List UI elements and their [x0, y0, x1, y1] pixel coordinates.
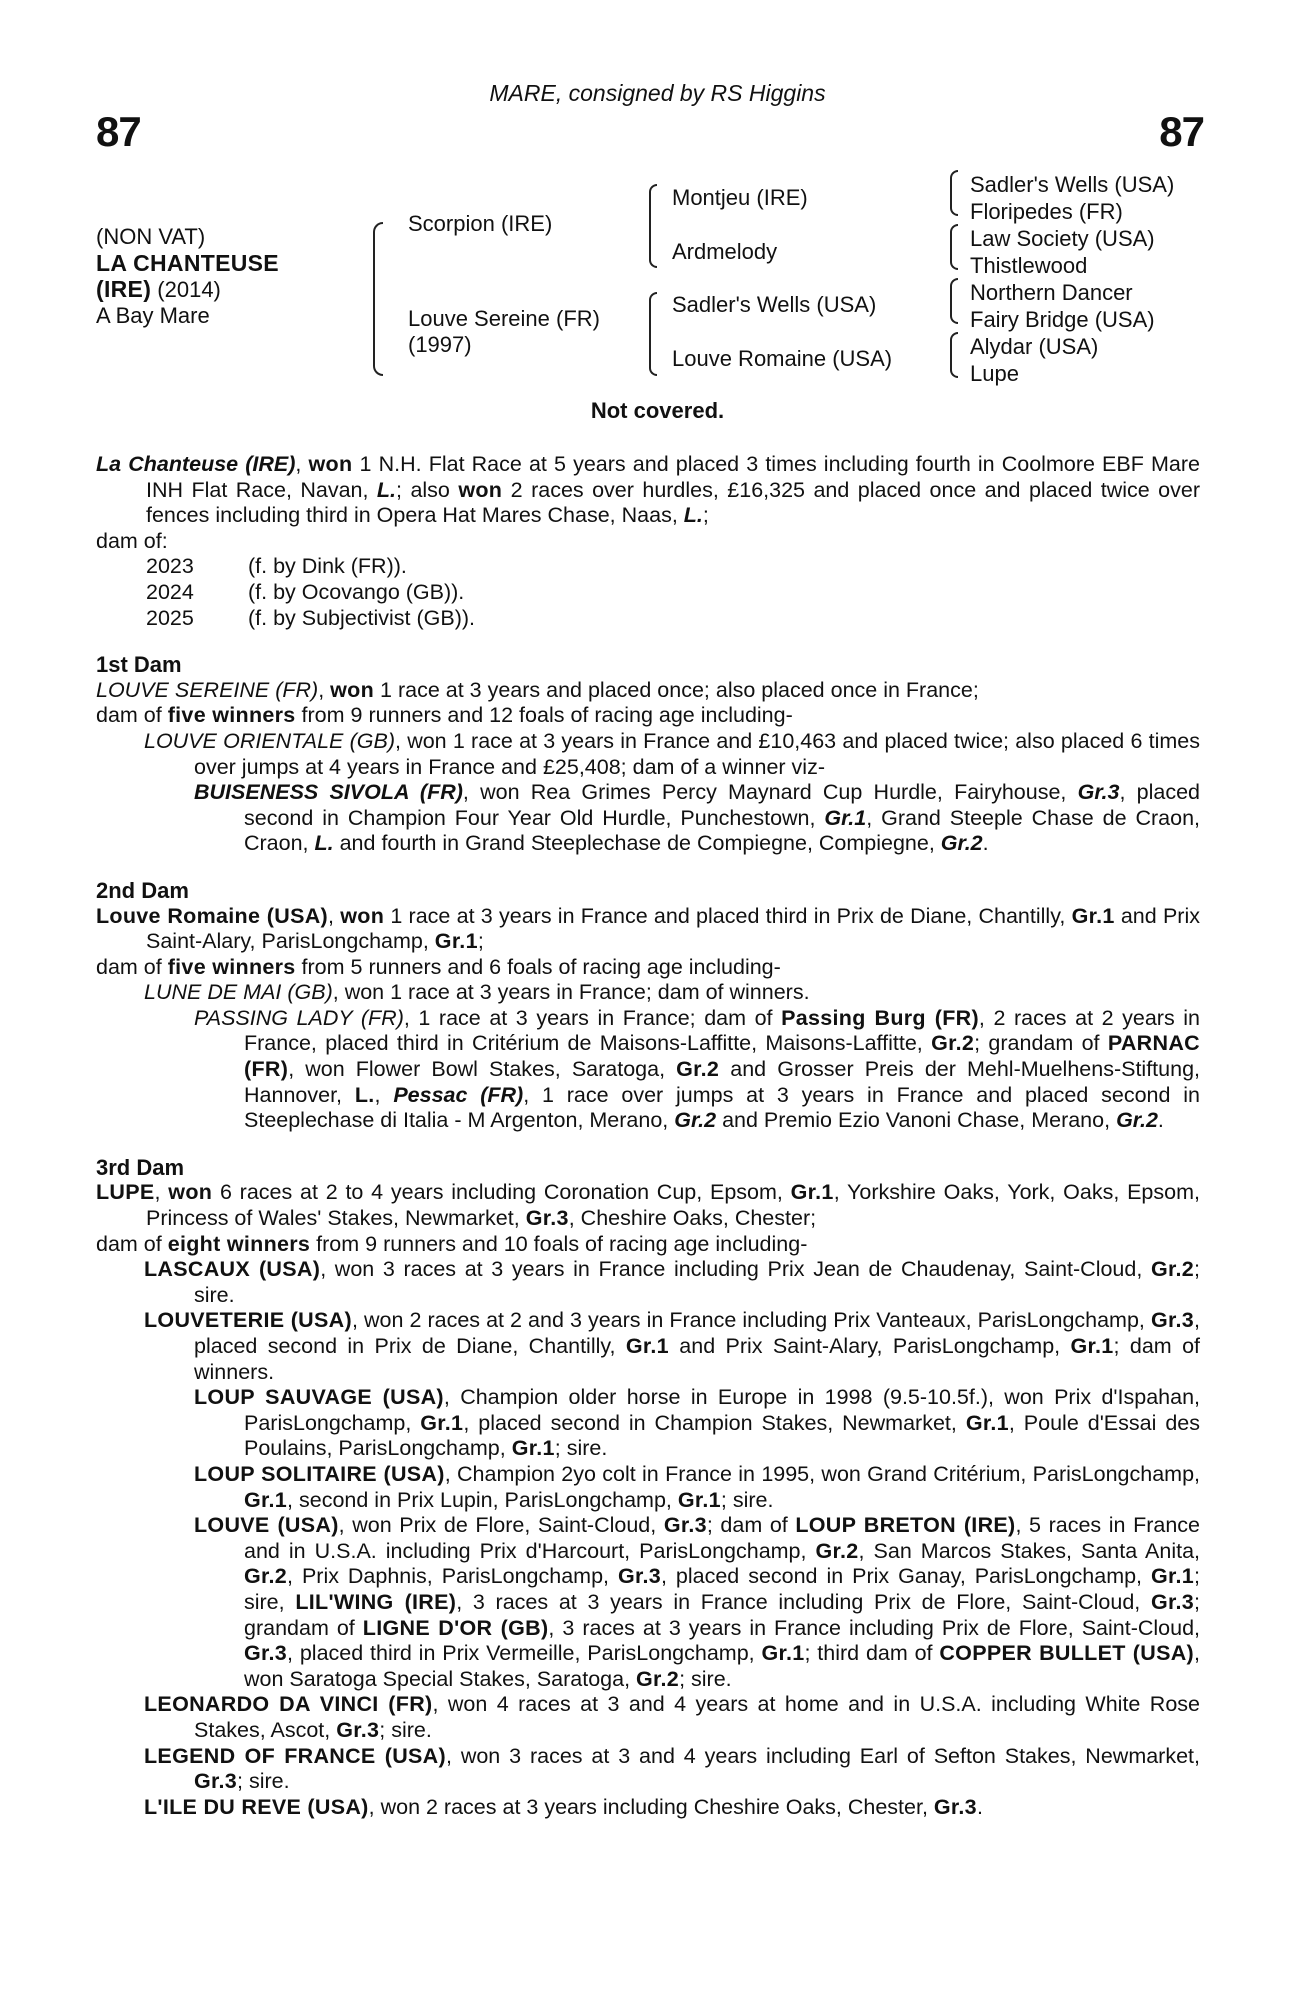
- emphasis-text: Gr.1: [511, 1436, 555, 1461]
- emphasis-text: Gr.2: [676, 1057, 720, 1082]
- body-text: ; sire.: [554, 1436, 608, 1461]
- body-text: dam of: [96, 1231, 168, 1256]
- emphasis-text: LOUP SAUVAGE (USA): [194, 1385, 444, 1410]
- body-text: from 9 runners and 12 foals of racing age including-: [295, 703, 793, 728]
- emphasis-text: Gr.3: [1150, 1308, 1194, 1333]
- produce-paragraph: [96, 1180, 1200, 1231]
- produce-paragraph: [96, 1308, 1200, 1385]
- body-text: , won 2 races at 2 and 3 years in France including Prix Vanteaux, ParisLongchamp,: [351, 1308, 1151, 1333]
- emphasis-text: LOUP BRETON (IRE): [795, 1513, 1016, 1538]
- pedigree-dam: Louve Sereine (FR): [408, 306, 600, 331]
- body-text: ; third dam of: [804, 1641, 940, 1666]
- emphasis-text: LASCAUX (USA): [144, 1257, 321, 1282]
- emphasis-text: LUPE: [96, 1180, 155, 1205]
- body-text: from 9 runners and 10 foals of racing age including-: [310, 1231, 808, 1256]
- pedigree-sire: Scorpion (IRE): [408, 211, 553, 236]
- produce-paragraph: [96, 1744, 1200, 1795]
- emphasis-text: Gr.2: [636, 1666, 680, 1691]
- body-text: , Cheshire Oaks, Chester;: [568, 1206, 817, 1231]
- body-text: ,: [295, 452, 309, 476]
- emphasis-text: Gr.3: [336, 1717, 380, 1742]
- emphasis-text: LEONARDO DA VINCI (FR): [144, 1692, 433, 1717]
- emphasis-text: Gr.1: [677, 1487, 721, 1512]
- emphasis-text: Gr.2: [940, 831, 983, 856]
- horse-year: (2014): [151, 277, 221, 302]
- emphasis-text: Gr.1: [965, 1410, 1009, 1435]
- body-text: , 1 race over jumps at 3 years in France and placed second in Steeplechase di Italia - M Argenton, Merano,: [244, 1082, 1200, 1133]
- body-text: .: [982, 831, 989, 856]
- emphasis-text: won: [340, 903, 385, 928]
- body-text: , 5 races in France and in U.S.A. including Prix d'Harcourt, ParisLongchamp,: [244, 1513, 1200, 1563]
- body-text: , won 2 races at 3 years including Cheshire Oaks, Chester,: [368, 1794, 934, 1819]
- vat-status: (NON VAT): [96, 224, 206, 249]
- emphasis-text: Gr.3: [617, 1564, 661, 1589]
- body-text: , 1 race at 3 years in France; dam of: [403, 1005, 782, 1030]
- emphasis-text: Gr.2: [931, 1031, 975, 1056]
- horse-country: (IRE): [96, 276, 152, 302]
- body-text: , Champion 2yo colt in France in 1995, won Grand Critérium, ParisLongchamp,: [444, 1461, 1201, 1486]
- body-text: ; sire,: [244, 1564, 1200, 1614]
- foal-description: (f. by Subjectivist (GB)).: [248, 605, 475, 630]
- emphasis-text: Gr.1: [434, 929, 478, 954]
- pedigree-gen3-item: Northern Dancer: [970, 280, 1133, 305]
- produce-paragraph: [96, 1462, 1200, 1513]
- produce-paragraph: [96, 1257, 1200, 1308]
- emphasis-text: LUNE DE MAI (GB): [144, 980, 333, 1005]
- produce-paragraph: [96, 980, 1200, 1006]
- pedigree-gen3-item: Fairy Bridge (USA): [970, 307, 1155, 332]
- emphasis-text: won: [458, 477, 503, 502]
- emphasis-text: Gr.2: [815, 1538, 859, 1563]
- emphasis-text: Gr.2: [674, 1108, 717, 1133]
- emphasis-text: LIL'WING (IRE): [295, 1589, 457, 1614]
- body-text: ,: [328, 903, 341, 928]
- body-text: ;: [477, 929, 484, 954]
- body-text: 1 N.H. Flat Race at 5 years and placed 3 times including fourth in Coolmore EBF Mare INH Flat Race, Navan,: [146, 452, 1200, 502]
- emphasis-text: Passing Burg (FR): [781, 1005, 979, 1030]
- dam-of-label: dam of:: [96, 528, 168, 553]
- foal-row: [96, 580, 1200, 606]
- emphasis-text: COPPER BULLET (USA): [939, 1641, 1195, 1666]
- emphasis-text: LOUVETERIE (USA): [144, 1308, 352, 1333]
- pedigree-gen3-item: Alydar (USA): [970, 334, 1099, 359]
- body-text: .: [976, 1794, 983, 1819]
- emphasis-text: Gr.2: [1116, 1108, 1158, 1133]
- body-text: dam of: [96, 703, 168, 728]
- body-text: , won Prix de Flore, Saint-Cloud,: [338, 1513, 664, 1538]
- foal-row: [96, 606, 1200, 632]
- body-text: ; grandam of: [974, 1031, 1108, 1056]
- body-text: , won 4 races at 3 and 4 years at home and in U.S.A. including White Rose Stakes, Ascot,: [194, 1692, 1200, 1742]
- pedigree-brace: [373, 222, 383, 376]
- foal-year: 2024: [146, 579, 194, 604]
- section-heading: 1st Dam: [96, 652, 182, 678]
- emphasis-text: won: [330, 677, 375, 702]
- pedigree-gen3-item: Thistlewood: [970, 253, 1088, 278]
- body-text: , placed third in Prix Vermeille, ParisLongchamp,: [287, 1641, 762, 1666]
- body-text: ;: [702, 503, 709, 528]
- body-text: ; sire.: [720, 1487, 774, 1512]
- emphasis-text: Gr.3: [663, 1513, 707, 1538]
- emphasis-text: eight winners: [167, 1231, 311, 1256]
- body-text: ,: [374, 1082, 394, 1107]
- body-text: ; dam of: [706, 1513, 796, 1538]
- emphasis-text: LOUVE (USA): [194, 1513, 339, 1538]
- pedigree-brace: [950, 170, 958, 216]
- emphasis-text: L'ILE DU REVE (USA): [144, 1794, 369, 1819]
- emphasis-text: Gr.3: [525, 1206, 569, 1231]
- body-text: , Yorkshire Oaks, York, Oaks, Epsom, Princess of Wales' Stakes, Newmarket,: [146, 1180, 1200, 1231]
- emphasis-text: LOUVE SEREINE (FR): [96, 677, 319, 702]
- emphasis-text: La Chanteuse (IRE): [96, 452, 296, 476]
- produce-paragraph: [96, 729, 1200, 780]
- pedigree-sire-sire: Montjeu (IRE): [672, 185, 808, 210]
- emphasis-text: BUISENESS SIVOLA (FR): [194, 780, 463, 805]
- emphasis-text: PARNAC (FR): [244, 1031, 1200, 1082]
- body-text: , Champion older horse in Europe in 1998 (9.5-10.5f.), won Prix d'Ispahan, ParisLongchamp,: [244, 1385, 1201, 1435]
- produce-paragraph: [96, 780, 1200, 857]
- emphasis-text: Gr.2: [244, 1564, 288, 1589]
- produce-paragraph: [96, 452, 1200, 529]
- produce-paragraph: [96, 1006, 1200, 1134]
- body-text: , won Rea Grimes Percy Maynard Cup Hurdle, Fairyhouse,: [462, 780, 1078, 805]
- body-text: ; also: [396, 477, 459, 502]
- body-text: , won Saratoga Special Stakes, Saratoga,: [244, 1641, 1200, 1691]
- body-text: and Prix Saint-Alary, ParisLongchamp,: [146, 903, 1200, 954]
- pedigree-brace: [649, 292, 657, 376]
- emphasis-text: Gr.1: [1150, 1564, 1195, 1589]
- emphasis-text: five winners: [167, 954, 296, 979]
- body-text: ; sire.: [237, 1769, 290, 1794]
- produce-paragraph: [96, 904, 1200, 955]
- body-text: ; dam of winners.: [194, 1334, 1201, 1384]
- emphasis-text: Gr.1: [244, 1487, 288, 1512]
- emphasis-text: Gr.3: [244, 1641, 288, 1666]
- body-text: , 3 races at 3 years in France including Prix de Flore, Saint-Cloud,: [548, 1615, 1201, 1640]
- lot-number-left: 87: [96, 108, 141, 155]
- emphasis-text: LOUVE ORIENTALE (GB): [144, 728, 395, 753]
- covering-status: Not covered.: [590, 398, 725, 423]
- body-text: and Grosser Preis der Mehl-Muelhens-Stiftung, Hannover,: [244, 1057, 1200, 1107]
- body-text: 1 race at 3 years and placed once; also placed once in France;: [374, 677, 979, 702]
- pedigree-gen3-item: Lupe: [970, 361, 1019, 386]
- body-text: 2 races over hurdles, £16,325 and placed once and placed twice over fences including third in Opera Hat Mares Chase, Naas,: [146, 477, 1200, 528]
- produce-paragraph: [96, 1692, 1200, 1743]
- body-text: , placed second in Prix Ganay, ParisLongchamp,: [661, 1564, 1151, 1589]
- body-text: ; sire.: [679, 1666, 732, 1691]
- produce-paragraph: [96, 955, 1200, 981]
- emphasis-text: Gr.1: [420, 1410, 464, 1435]
- body-text: , won Flower Bowl Stakes, Saratoga,: [288, 1057, 677, 1082]
- body-text: dam of: [96, 954, 168, 979]
- body-text: , 3 races at 3 years in France including Prix de Flore, Saint-Cloud,: [456, 1589, 1151, 1614]
- body-text: , Prix Daphnis, ParisLongchamp,: [287, 1564, 618, 1589]
- pedigree-brace: [950, 332, 958, 378]
- emphasis-text: Gr.3: [194, 1769, 238, 1794]
- pedigree-brace: [649, 184, 657, 268]
- emphasis-text: L.: [683, 503, 703, 528]
- dam-sections: [96, 652, 1200, 1820]
- pedigree-brace: [950, 224, 958, 270]
- emphasis-text: LOUP SOLITAIRE (USA): [194, 1461, 445, 1486]
- pedigree-brace: [950, 278, 958, 324]
- emphasis-text: L.: [314, 831, 334, 856]
- body-text: ; sire.: [194, 1257, 1200, 1307]
- body-text: , Poule d'Essai des Poulains, ParisLongchamp,: [244, 1410, 1200, 1461]
- body-text: ; grandam of: [244, 1589, 1200, 1640]
- body-text: and fourth in Grand Steeplechase de Compiegne, Compiegne,: [333, 831, 941, 856]
- produce-paragraph: [96, 1795, 1200, 1821]
- pedigree-dam-dam: Louve Romaine (USA): [672, 346, 893, 371]
- body-text: , placed second in Champion Four Year Old Hurdle, Punchestown,: [244, 780, 1201, 830]
- emphasis-text: won: [308, 452, 353, 476]
- body-text: , won 3 races at 3 and 4 years including Earl of Sefton Stakes, Newmarket,: [445, 1743, 1201, 1768]
- section-heading: 3rd Dam: [96, 1154, 185, 1180]
- body-text: and Prix Saint-Alary, ParisLongchamp,: [668, 1334, 1071, 1358]
- emphasis-text: won: [168, 1180, 213, 1205]
- produce-paragraph: [96, 1232, 1200, 1258]
- emphasis-text: Gr.1: [761, 1641, 805, 1666]
- body-text: , won 1 race at 3 years in France; dam of winners.: [332, 980, 810, 1005]
- body-text: ; sire.: [379, 1717, 432, 1742]
- pedigree-sire-dam: Ardmelody: [672, 239, 778, 264]
- body-text: from 5 runners and 6 foals of racing age including-: [295, 954, 781, 979]
- body-text: ,: [318, 677, 331, 702]
- horse-identity: [96, 224, 279, 329]
- pedigree-dam-year: (1997): [408, 332, 472, 357]
- page-header: MARE, consigned by RS Higgins: [489, 80, 826, 106]
- emphasis-text: five winners: [167, 703, 296, 728]
- foal-description: (f. by Dink (FR)).: [248, 554, 407, 579]
- body-text: , placed second in Champion Stakes, Newmarket,: [463, 1410, 966, 1435]
- body-text: .: [1157, 1108, 1164, 1133]
- body-text: , Grand Steeple Chase de Craon, Craon,: [244, 805, 1201, 856]
- emphasis-text: Pessac (FR): [393, 1082, 524, 1107]
- foal-year: 2025: [146, 605, 194, 630]
- body-text: , San Marcos Stakes, Santa Anita,: [858, 1538, 1200, 1563]
- pedigree-dam-sire: Sadler's Wells (USA): [672, 292, 877, 317]
- emphasis-text: L.: [376, 477, 397, 502]
- body-text: 6 races at 2 to 4 years including Coronation Cup, Epsom,: [212, 1180, 791, 1205]
- emphasis-text: Gr.1: [1071, 903, 1115, 928]
- emphasis-text: L.: [354, 1082, 375, 1107]
- body-text: 1 race at 3 years in France and placed third in Prix de Diane, Chantilly,: [384, 903, 1072, 928]
- emphasis-text: LIGNE D'OR (GB): [362, 1615, 549, 1640]
- section-heading: 2nd Dam: [96, 877, 189, 903]
- body-text: , won 3 races at 3 years in France including Prix Jean de Chaudenay, Saint-Cloud,: [320, 1257, 1151, 1282]
- body-text: ,: [154, 1180, 169, 1205]
- pedigree-gen3-item: Floripedes (FR): [970, 199, 1123, 224]
- emphasis-text: Gr.1: [625, 1334, 669, 1358]
- pedigree-gen3: [970, 172, 1174, 388]
- body-text: , won 1 race at 3 years in France and £10,463 and placed twice; also placed 6 times over jumps at 4 years in France and £25,408; dam of a winner viz-: [194, 728, 1201, 779]
- catalogue-body: [96, 452, 1200, 1820]
- foal-row: [96, 554, 1200, 580]
- body-text: and Premio Ezio Vanoni Chase, Merano,: [716, 1108, 1117, 1133]
- produce-paragraph: [96, 1513, 1200, 1692]
- emphasis-text: Louve Romaine (USA): [96, 903, 329, 928]
- body-text: , second in Prix Lupin, ParisLongchamp,: [287, 1487, 678, 1512]
- emphasis-text: Gr.3: [1077, 780, 1120, 805]
- foal-year: 2023: [146, 554, 194, 579]
- emphasis-text: Gr.3: [1150, 1589, 1194, 1614]
- emphasis-text: Gr.3: [933, 1794, 977, 1819]
- produce-paragraph: [96, 703, 1200, 729]
- emphasis-text: Gr.1: [1070, 1334, 1114, 1358]
- emphasis-text: PASSING LADY (FR): [194, 1005, 404, 1030]
- foal-description: (f. by Ocovango (GB)).: [248, 579, 465, 604]
- produce-paragraph: [96, 1385, 1200, 1462]
- lot-number-right: 87: [1159, 108, 1204, 155]
- pedigree-gen3-item: Law Society (USA): [970, 226, 1155, 251]
- produce-paragraph: [96, 678, 1200, 704]
- horse-description: A Bay Mare: [96, 303, 210, 328]
- emphasis-text: Gr.1: [824, 805, 867, 830]
- emphasis-text: Gr.1: [790, 1180, 834, 1205]
- pedigree-gen3-item: Sadler's Wells (USA): [970, 172, 1175, 197]
- body-text: , 2 races at 2 years in France, placed third in Critérium de Maisons-Laffitte, Maisons-Laffitte,: [244, 1005, 1200, 1056]
- body-text: , placed second in Prix de Diane, Chantilly,: [194, 1308, 1200, 1358]
- emphasis-text: Gr.2: [1150, 1257, 1195, 1282]
- horse-name: LA CHANTEUSE: [96, 250, 279, 276]
- emphasis-text: LEGEND OF FRANCE (USA): [144, 1743, 446, 1768]
